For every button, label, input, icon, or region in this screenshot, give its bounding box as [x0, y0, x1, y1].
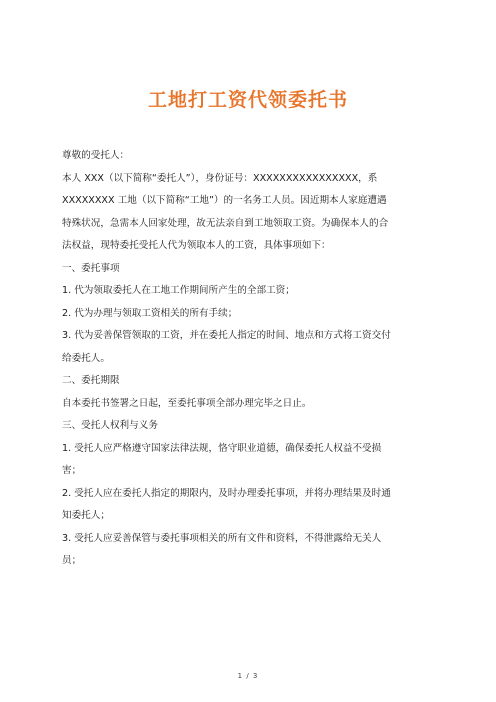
- body-line: XXXXXXXX 工地（以下简称“工地”）的一名务工人员。因近期本人家庭遭遇: [62, 195, 387, 206]
- body-line: 害；: [62, 465, 82, 476]
- body-line: 1. 代为领取委托人在工地工作期间所产生的全部工资；: [62, 285, 295, 296]
- body-line: 2. 受托人应在委托人指定的期限内，及时办理委托事项，并将办理结果及时通: [62, 487, 391, 499]
- page-number: 1 / 3: [237, 672, 259, 680]
- body-line: 自本委托书签署之日起，至委托事项全部办理完毕之日止。: [62, 397, 312, 409]
- body-line: 1. 受托人应严格遵守国家法律法规，恪守职业道德，确保委托人权益不受损: [62, 442, 382, 454]
- body-line: 给委托人。: [62, 352, 110, 364]
- body-line: 法权益，现特委托受托人代为领取本人的工资，具体事项如下：: [62, 240, 331, 251]
- document-body: [62, 150, 434, 567]
- body-line: 本人 XXX（以下简称“委托人”），身份证号：XXXXXXXXXXXXXXXX，系: [62, 172, 378, 184]
- document-title: 工地打工资代领委托书: [147, 89, 348, 111]
- section-heading: 二、委托期限: [62, 375, 120, 386]
- body-line: 3. 代为妥善保管领取的工资，并在委托人指定的时间、地点和方式将工资交付: [62, 330, 391, 341]
- body-line: 2. 代为办理与领取工资相关的所有手续；: [62, 307, 238, 319]
- body-line: 知委托人；: [62, 510, 110, 521]
- section-heading: 一、委托事项: [62, 262, 120, 274]
- salutation: 尊敬的受托人：: [62, 150, 130, 161]
- body-line: 3. 受托人应妥善保管与委托事项相关的所有文件和资料，不得泄露给无关人: [62, 532, 382, 544]
- body-line: 员；: [62, 555, 82, 566]
- body-line: 特殊状况，急需本人回家处理，故无法亲自到工地领取工资。为确保本人的合: [62, 217, 389, 229]
- section-heading: 三、受托人权利与义务: [62, 420, 158, 431]
